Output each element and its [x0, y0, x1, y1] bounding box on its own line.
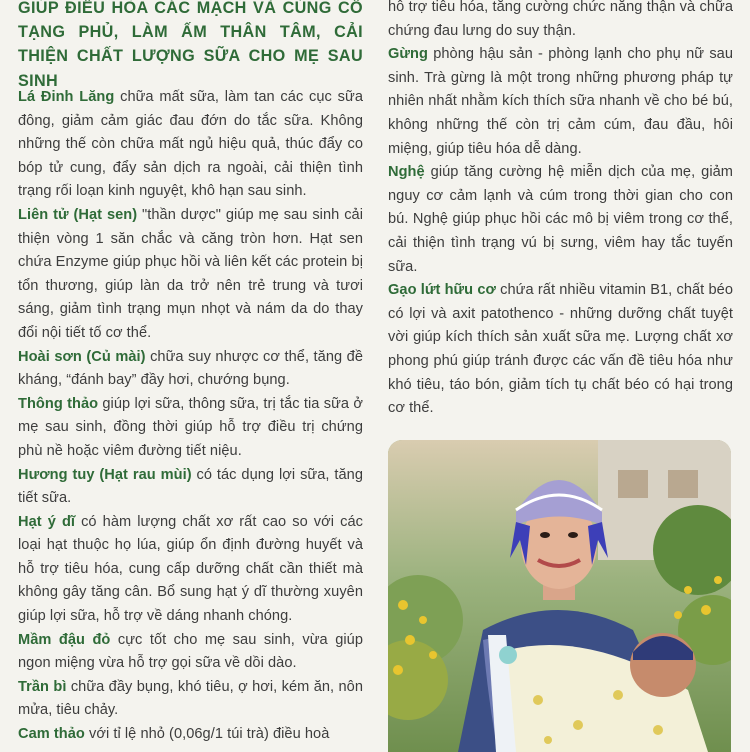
ingredient-description: có hàm lượng chất xơ rất cao so với các loại hạt thuộc họ lúa, giúp ổn định đường huyết và hỗ trợ tiêu hóa, cung cấp dưỡng chất cần thiết mà không gây tăng cân. Bổ sung hạt ý dĩ thường xuyên giúp lợi sữa, hỗ trợ về dáng nhanh chóng. [18, 513, 363, 625]
ingredient-name: Nghệ [388, 164, 425, 181]
right-ingredient-list [388, 0, 733, 421]
section-heading: GIÚP ĐIỀU HÒA CÁC MẠCH VÀ CỦNG CỐ TẠNG PHỦ, LÀM ẤM THÂN TÂM, CẢI THIỆN CHẤT LƯỢNG SỮA CHO MẸ SAU SINH [18, 0, 363, 90]
ingredient-name: Gạo lứt hữu cơ [388, 282, 496, 299]
ingredient-name: Thông thảo [18, 395, 99, 412]
ingredient-paragraph [18, 86, 363, 204]
ingredient-description: chữa đầy bụng, khó tiêu, ợ hơi, kém ăn, nôn mửa, tiêu chảy. [18, 678, 363, 719]
ingredient-paragraph [18, 464, 363, 511]
ingredient-paragraph [18, 393, 363, 464]
ingredient-description: cực tốt cho mẹ sau sinh, vừa giúp ngon miệng vừa hỗ trợ gọi sữa về dồi dào. [18, 631, 363, 672]
ingredient-paragraph [388, 161, 733, 279]
ingredient-paragraph [388, 279, 733, 421]
ingredient-paragraph [18, 346, 363, 393]
ingredient-paragraph-continued [388, 0, 733, 43]
ingredient-description: giúp tăng cường hệ miễn dịch của mẹ, giảm nguy cơ cảm lạnh và cúm trong thời gian cho con bú. Nghệ giúp phục hồi các mô bị viêm trong cơ thể, cải thiện tình trạng vú bị sưng, viêm hay tắc tuyến sữa. [388, 164, 733, 275]
ingredient-paragraph [18, 629, 363, 676]
ingredient-description: chữa suy nhược cơ thể, tăng đề kháng, “đánh bay” đầy hơi, chướng bụng. [18, 348, 363, 389]
ingredient-paragraph [18, 676, 363, 723]
ingredient-description: hỗ trợ tiêu hóa, tăng cường chức năng thận và chữa chứng đau lưng do suy thận. [388, 0, 733, 39]
left-column [18, 0, 364, 743]
ingredient-name: Lá Đinh Lăng [18, 89, 115, 105]
ingredient-paragraph [18, 723, 363, 747]
ingredient-description: chứa rất nhiều vitamin B1, chất béo có lợi và axit patothenco - những dưỡng chất tuyệt vời giúp kích thích sản xuất sữa mẹ. Lượng chất xơ phong phú giúp tránh được các vấn đề tiêu hóa như khó tiêu, táo bón, giảm tích tụ chất béo có hại trong cơ thể. [388, 282, 733, 417]
mother-breastfeeding-photo [388, 440, 731, 752]
ingredient-paragraph [18, 511, 363, 629]
ingredient-name: Hạt ý dĩ [18, 513, 76, 530]
ingredient-name: Cam thảo [18, 726, 85, 743]
ingredient-description: giúp lợi sữa, thông sữa, trị tắc tia sữa ở mẹ sau sinh, đồng thời giúp hỗ trợ điều trị chứng phù nề hoặc viêm đường tiết niệu. [18, 395, 363, 459]
ingredient-description: với tỉ lệ nhỏ (0,06g/1 túi trà) điều hoà [84, 726, 330, 743]
photo-illustration [388, 440, 731, 752]
ingredient-paragraph [18, 204, 363, 346]
left-ingredient-list [18, 86, 363, 747]
ingredient-name: Hoài sơn (Củ mài) [18, 348, 146, 365]
ingredient-description: phòng hậu sản - phòng lạnh cho phụ nữ sau sinh. Trà gừng là một trong những phương pháp tự nhiên nhất nhằm kích thích sữa nhanh về cho bé bú, không những thế còn trị cảm cúm, đau đầu, hôi miệng, giúp tiêu hóa dễ dàng. [388, 46, 733, 157]
ingredient-name: Mầm đậu đỏ [18, 631, 111, 648]
ingredient-name: Liên tử (Hạt sen) [18, 206, 138, 223]
ingredient-name: Trần bì [18, 678, 67, 695]
ingredient-name: Hương tuy (Hạt rau mùi) [18, 466, 192, 483]
ingredient-description: chữa mất sữa, làm tan các cục sữa đông, giảm cảm giác đau đớn do tắc sữa. Không những thế còn chữa mất ngủ hiệu quả, thúc đẩy co bóp tử cung, đẩy sản dịch ra ngoài, cải thiện tình trạng rối loạn kinh nguyệt, khô hạn sau sinh. [18, 89, 363, 200]
ingredient-description: có tác dụng lợi sữa, tăng tiết sữa. [18, 466, 363, 507]
ingredient-description: "thần dược" giúp mẹ sau sinh cải thiện vòng 1 săn chắc và căng tròn hơn. Hạt sen chứa Enzyme giúp phục hồi và liên kết các protein bị tổn thương, giúp làn da trở nên trẻ trung và tươi sáng, giảm tình trạng mụn nhọt và nám da do thay đổi nội tiết tố cơ thể. [18, 206, 364, 341]
ingredient-paragraph [388, 43, 733, 161]
ingredient-name: Gừng [388, 46, 428, 63]
